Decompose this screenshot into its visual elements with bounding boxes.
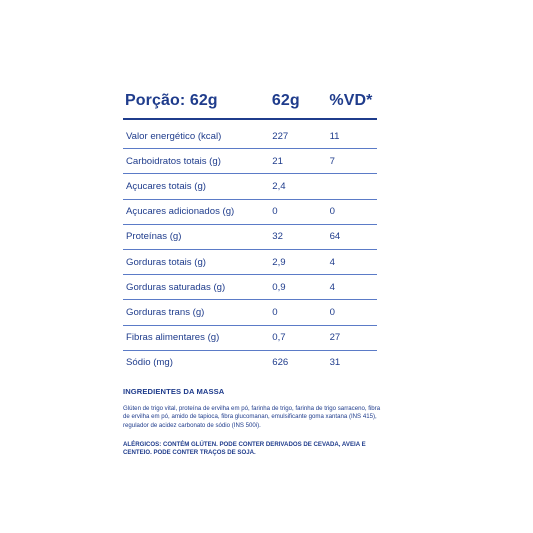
nutrient-row	[123, 351, 377, 375]
amount-header: 62g	[271, 92, 300, 109]
nutrient-dv: 7	[329, 155, 335, 167]
nutrient-amount: 2,9	[272, 256, 286, 268]
portion-label: Porção: 62g	[125, 92, 218, 109]
nutrient-dv: 64	[329, 231, 341, 243]
nutrient-name: Fibras alimentares (g)	[126, 332, 220, 344]
nutrient-row	[123, 225, 377, 250]
nutrient-row	[123, 300, 377, 325]
nutrient-amount: 0,7	[272, 332, 286, 344]
nutrient-row	[123, 174, 377, 199]
nutrient-amount: 626	[272, 357, 289, 369]
nutrient-row	[123, 275, 377, 300]
nutrition-facts-panel	[123, 92, 381, 458]
nutrient-name: Sódio (mg)	[126, 357, 173, 369]
nutrient-name: Valor energético (kcal)	[126, 130, 222, 142]
nutrient-name: Gorduras trans (g)	[126, 306, 205, 318]
nutrient-amount: 21	[272, 155, 283, 167]
ingredients-text: Glúten de trigo vital, proteína de ervilha em pó, farinha de trigo, farinha de trigo sarraceno, fibra de ervilha em pó, amido de tapioca, fibra glucomanan, emulsificante goma xantana (INS 415), regulador de acidez carbonato de sódio (INS 500i).	[123, 404, 381, 430]
nutrient-amount: 32	[272, 231, 283, 243]
nutrient-row	[123, 124, 377, 149]
nutrient-amount: 227	[272, 130, 289, 142]
nutrient-dv: 4	[329, 281, 335, 293]
nutrient-name: Proteínas (g)	[126, 231, 182, 243]
nutrient-row	[123, 250, 377, 275]
nutrient-row	[123, 326, 377, 351]
nutrient-row	[123, 149, 377, 174]
nutrient-dv: 4	[329, 256, 335, 268]
nutrient-amount: 2,4	[272, 180, 286, 192]
nutrient-name: Gorduras saturadas (g)	[126, 281, 226, 293]
nutrient-dv: 0	[329, 306, 335, 318]
nutrient-dv: 31	[329, 357, 341, 369]
nutrient-dv: 0	[329, 206, 335, 218]
nutrient-dv: 11	[329, 130, 340, 142]
ingredients-title: INGREDIENTES DA MASSA	[123, 386, 225, 396]
nutrient-dv: 27	[329, 332, 341, 344]
allergens-text: ALÉRGICOS: CONTÉM GLÚTEN. PODE CONTER DERIVADOS DE CEVADA, AVEIA E CENTEIO. PODE CONTER TRAÇOS DE SOJA.	[123, 440, 366, 457]
nutrient-amount: 0	[272, 206, 278, 218]
nutrition-header-row	[123, 92, 377, 120]
nutrient-name: Gorduras totais (g)	[126, 256, 206, 268]
nutrient-row	[123, 200, 377, 225]
nutrient-name: Carboidratos totais (g)	[126, 155, 221, 167]
nutrient-name: Açucares adicionados (g)	[126, 206, 235, 218]
nutrition-rows	[123, 120, 377, 375]
daily-value-header: %VD*	[329, 92, 373, 109]
nutrient-amount: 0,9	[272, 281, 286, 293]
nutrient-amount: 0	[272, 306, 278, 318]
nutrient-name: Açucares totais (g)	[126, 180, 206, 192]
